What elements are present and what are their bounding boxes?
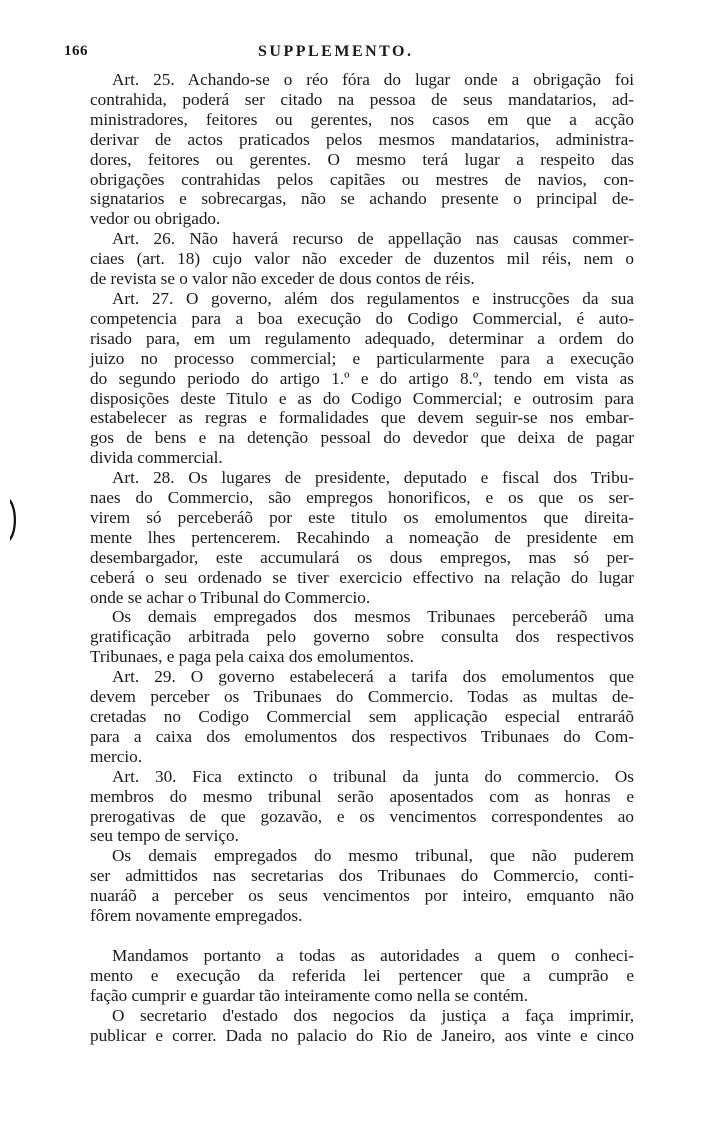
text-line: de revista se o valor não exceder de dous contos de réis.	[90, 269, 475, 289]
text-line: onde se achar o Tribunal do Commercio.	[90, 587, 371, 607]
text-line: Os demais empregados do mesmo tribunal, que não puderem	[112, 846, 634, 866]
text-line: naes do Commercio, são empregos honorificos, e os que os ser-	[90, 488, 634, 508]
paragraph-art-29	[68, 667, 634, 767]
text-line: divida commercial.	[90, 448, 223, 468]
text-line: dores, feitores ou gerentes. O mesmo terá lugar a respeito das	[90, 149, 634, 169]
paragraph-art-25	[68, 70, 634, 229]
text-line: Art. 28. Os lugares de presidente, deputado e fiscal dos Tribu-	[112, 468, 634, 488]
text-line: mercio.	[90, 746, 143, 766]
text-line: Tribunaes, e paga pela caixa dos emolumentos.	[90, 647, 414, 667]
text-line: cretadas no Codigo Commercial sem applicação especial entraráõ	[90, 707, 634, 726]
text-line: gos de bens e na detenção pessoal do devedor que deixa de pagar	[90, 428, 634, 448]
paragraph-art-30-cont	[68, 846, 634, 926]
text-line: signatarios e sobrecargas, não se achando presente o principal de-	[90, 189, 634, 209]
text-line: estabelecer as regras e formalidades que devem seguir-se nos embar-	[90, 408, 634, 428]
text-line: ceberá o seu ordenado se tiver exercicio effectivo na relação do lugar	[90, 567, 634, 587]
body-text	[68, 70, 634, 1046]
paragraph-art-26	[68, 229, 634, 289]
binding-edge-mark	[9, 497, 19, 543]
text-line: publicar e correr. Dada no palacio do Rio de Janeiro, aos vinte e cinco	[90, 1025, 634, 1045]
text-line: Art. 25. Achando-se o réo fóra do lugar onde a obrigação foi	[112, 70, 634, 89]
paragraph-art-30	[68, 767, 634, 847]
text-line: para a caixa dos emolumentos dos respectivos Tribunaes do Com-	[90, 726, 634, 746]
running-head: SUPPLEMENTO.	[258, 43, 414, 60]
text-line: O secretario d'estado dos negocios da justiça a faça imprimir,	[112, 1005, 634, 1025]
text-line: Art. 30. Fica extincto o tribunal da junta do commercio. Os	[112, 766, 634, 786]
text-line: juizo no processo commercial; e particularmente para a execução	[90, 348, 634, 368]
text-line: ciaes (art. 18) cujo valor não exceder de duzentos mil réis, nem o	[90, 249, 634, 269]
text-line: devem perceber os Tribunaes do Commercio. Todas as multas de-	[90, 687, 634, 707]
text-line: virem só perceberáõ por este titulo os emolumentos que direita-	[90, 507, 634, 527]
page-header	[64, 43, 634, 65]
text-line: Os demais empregados dos mesmos Tribunaes perceberáõ uma	[112, 607, 634, 627]
text-line: obrigações contrahidas pelos capitães ou mestres de navios, con-	[90, 169, 634, 189]
text-line: mento e execução da referida lei pertencer que a cumprão e	[90, 965, 634, 985]
text-line: do segundo periodo do artigo 1.º e do artigo 8.º, tendo em vista as	[90, 368, 634, 388]
text-line: prerogativas de que gozavão, e os vencimentos correspondentes ao	[90, 806, 634, 826]
page-number: 166	[64, 43, 88, 59]
paragraph-art-28	[68, 468, 634, 607]
text-line: Mandamos portanto a todas as autoridades a quem o conheci-	[112, 945, 634, 965]
text-line: nuaráõ a perceber os seus vencimentos por inteiro, emquanto não	[90, 886, 634, 906]
text-line: fôrem novamente empregados.	[90, 906, 303, 926]
text-line: desembargador, este accumulará os dous empregos, mas só per-	[90, 547, 634, 567]
text-line: competencia para a boa execução do Codigo Commercial, é auto-	[90, 308, 634, 328]
text-line: ser admittidos nas secretarias dos Tribunaes do Commercio, conti-	[90, 866, 634, 886]
text-line: Art. 27. O governo, além dos regulamentos e instrucções da sua	[112, 288, 634, 308]
text-line: risado para, em um regulamento adequado, determinar a ordem do	[90, 328, 634, 348]
text-line: disposições deste Titulo e as do Codigo Commercial; e outrosim para	[90, 388, 634, 408]
text-line: Art. 26. Não haverá recurso de appellação nas causas commer-	[112, 229, 634, 249]
paragraph-art-28-cont	[68, 607, 634, 667]
paragraph-art-27	[68, 289, 634, 468]
text-line: membros do mesmo tribunal serão aposentados com as honras e	[90, 786, 634, 806]
text-line: contrahida, poderá ser citado na pessoa de seus mandatarios, ad-	[90, 89, 634, 109]
text-line: gratificação arbitrada pelo governo sobre consulta dos respectivos	[90, 627, 634, 647]
text-line: seu tempo de serviço.	[90, 826, 239, 846]
paragraph-mandamos	[68, 946, 634, 1006]
text-line: ministradores, feitores ou gerentes, nos casos em que a acção	[90, 109, 634, 129]
text-line: fação cumprir e guardar tão inteiramente como nella se contém.	[90, 985, 529, 1005]
text-line: Art. 29. O governo estabelecerá a tarifa dos emolumentos que	[112, 667, 634, 687]
paragraph-secretario	[68, 1006, 634, 1046]
text-line: vedor ou obrigado.	[90, 209, 221, 229]
text-line: mente lhes pertencerem. Recahindo a nomeação de presidente em	[90, 527, 634, 547]
text-line: derivar de actos praticados pelos mesmos mandatarios, administra-	[90, 129, 634, 149]
